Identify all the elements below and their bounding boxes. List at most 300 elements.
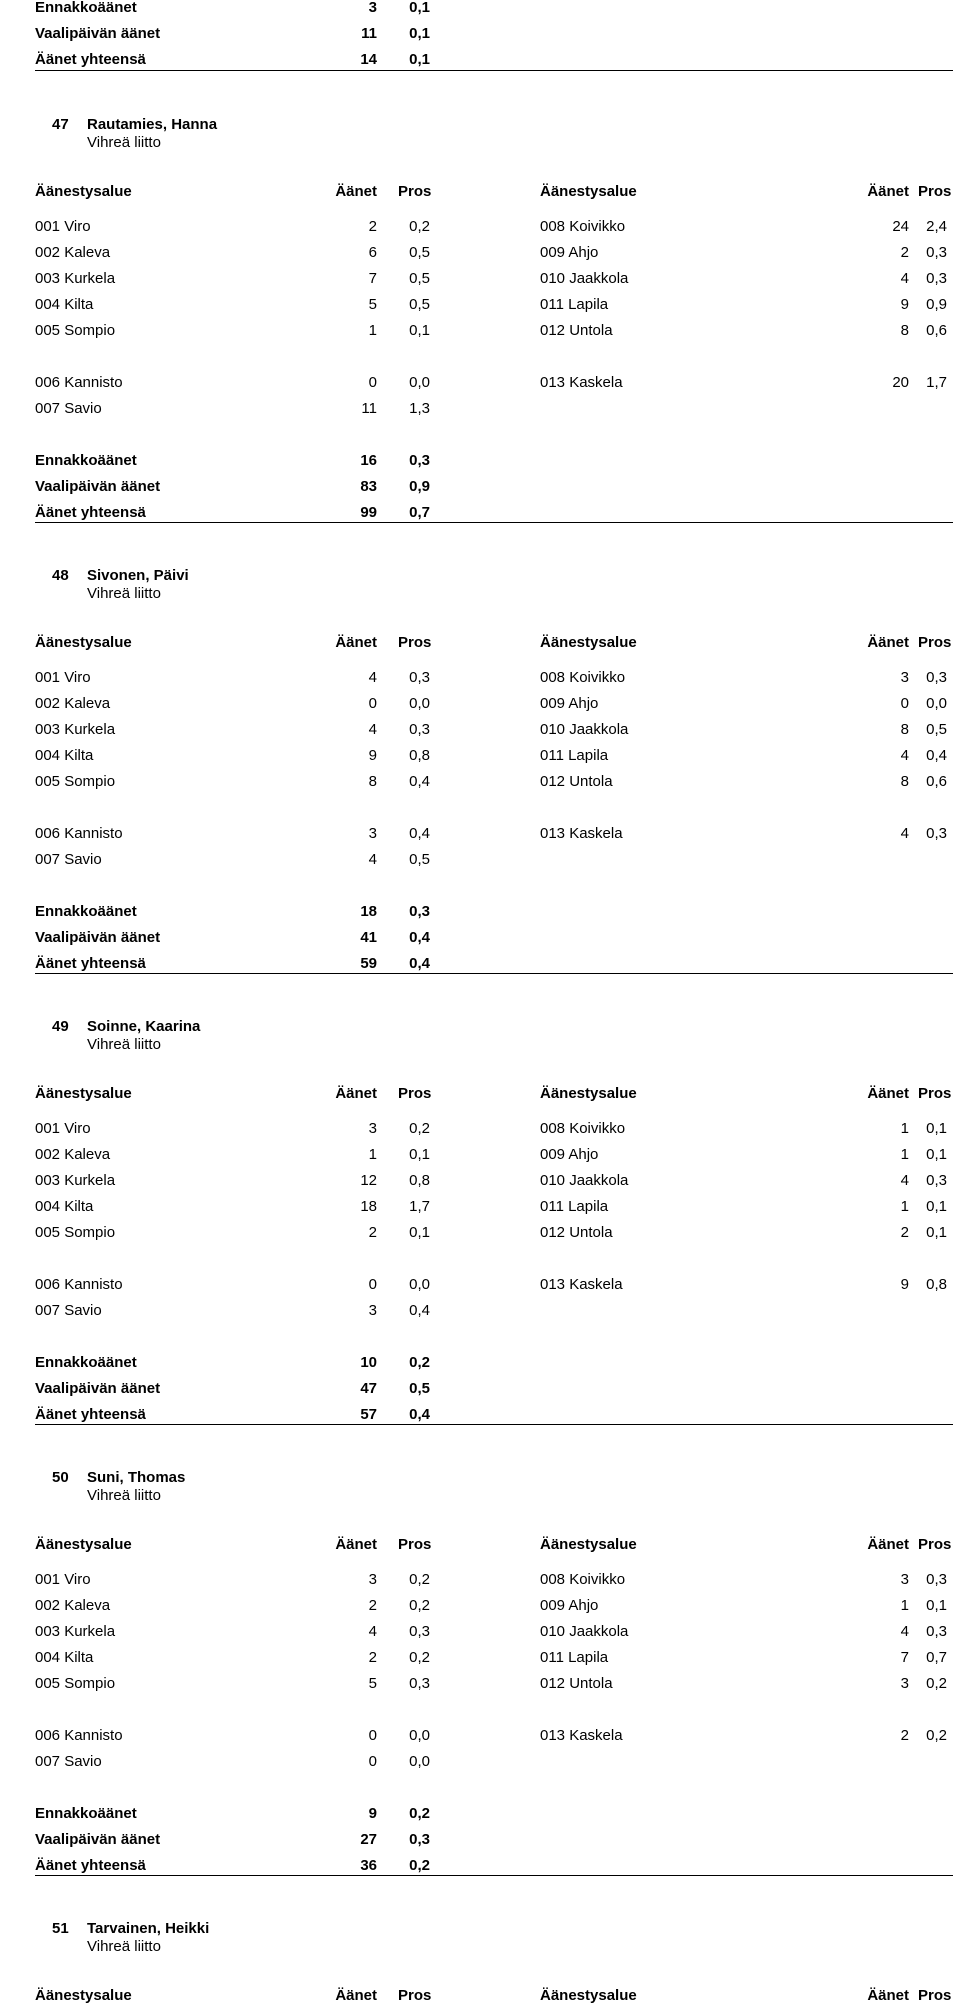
table-row bbox=[0, 1223, 960, 1243]
header-area: Äänestysalue bbox=[35, 1987, 132, 2004]
summary-label: Ennakkoäänet bbox=[35, 1805, 137, 1822]
candidate-name: Suni, Thomas bbox=[87, 1469, 186, 1486]
area-votes: 2 bbox=[368, 1649, 377, 1666]
area-name: 005 Sompio bbox=[35, 1224, 116, 1241]
area-name: 010 Jaakkola bbox=[540, 721, 629, 738]
area-name: 002 Kaleva bbox=[35, 244, 111, 261]
area-votes: 4 bbox=[900, 825, 909, 842]
summary-row bbox=[0, 503, 960, 523]
table-row bbox=[0, 269, 960, 289]
table-header bbox=[0, 1986, 960, 2006]
area-pct: 1,7 bbox=[409, 1198, 430, 1215]
area-votes: 6 bbox=[368, 244, 377, 261]
summary-pct: 0,7 bbox=[409, 504, 430, 521]
summary-pct: 0,1 bbox=[409, 51, 430, 68]
area-name: 001 Viro bbox=[35, 1120, 91, 1137]
summary-row bbox=[0, 0, 960, 18]
table-row bbox=[0, 295, 960, 315]
summary-pct: 0,4 bbox=[409, 929, 430, 946]
summary-row bbox=[0, 477, 960, 497]
header-area: Äänestysalue bbox=[35, 183, 132, 200]
header-votes: Äänet bbox=[335, 1987, 377, 2004]
area-pct: 2,4 bbox=[926, 218, 947, 235]
area-votes: 8 bbox=[900, 721, 909, 738]
area-name: 008 Koivikko bbox=[540, 669, 626, 686]
summary-row bbox=[0, 1379, 960, 1399]
area-pct: 0,7 bbox=[926, 1649, 947, 1666]
area-votes: 18 bbox=[360, 1198, 377, 1215]
summary-label: Äänet yhteensä bbox=[35, 1857, 146, 1874]
header-votes: Äänet bbox=[335, 634, 377, 651]
area-pct: 0,2 bbox=[409, 1649, 430, 1666]
area-votes: 5 bbox=[368, 296, 377, 313]
area-name: 013 Kaskela bbox=[540, 1276, 623, 1293]
header-pct: Pros bbox=[918, 634, 952, 651]
area-name: 010 Jaakkola bbox=[540, 270, 629, 287]
summary-votes: 36 bbox=[360, 1857, 377, 1874]
area-pct: 0,0 bbox=[409, 695, 430, 712]
header-votes: Äänet bbox=[867, 183, 909, 200]
summary-label: Vaalipäivän äänet bbox=[35, 1831, 161, 1848]
summary-votes: 57 bbox=[360, 1406, 377, 1423]
area-pct: 0,2 bbox=[409, 1120, 430, 1137]
candidate-title bbox=[0, 566, 960, 586]
area-votes: 4 bbox=[900, 1623, 909, 1640]
header-votes: Äänet bbox=[335, 1536, 377, 1553]
area-pct: 0,3 bbox=[926, 244, 947, 261]
area-pct: 0,1 bbox=[926, 1597, 947, 1614]
party-name: Vihreä liitto bbox=[87, 1036, 161, 1053]
area-votes: 3 bbox=[900, 1675, 909, 1692]
area-pct: 1,7 bbox=[926, 374, 947, 391]
area-votes: 2 bbox=[368, 1224, 377, 1241]
area-votes: 0 bbox=[368, 1276, 377, 1293]
header-pct: Pros bbox=[398, 183, 432, 200]
summary-votes: 41 bbox=[360, 929, 377, 946]
area-name: 012 Untola bbox=[540, 773, 613, 790]
table-row bbox=[0, 772, 960, 792]
area-name: 009 Ahjo bbox=[540, 1146, 599, 1163]
summary-label: Äänet yhteensä bbox=[35, 51, 146, 68]
header-pct: Pros bbox=[398, 634, 432, 651]
area-name: 002 Kaleva bbox=[35, 1597, 111, 1614]
table-row bbox=[0, 321, 960, 341]
area-name: 008 Koivikko bbox=[540, 1571, 626, 1588]
area-votes: 4 bbox=[900, 747, 909, 764]
area-pct: 0,4 bbox=[409, 1302, 430, 1319]
party-name: Vihreä liitto bbox=[87, 585, 161, 602]
table-row bbox=[0, 399, 960, 419]
table-row bbox=[0, 720, 960, 740]
area-pct: 0,3 bbox=[409, 721, 430, 738]
area-pct: 0,6 bbox=[926, 322, 947, 339]
area-name: 003 Kurkela bbox=[35, 721, 116, 738]
summary-votes: 99 bbox=[360, 504, 377, 521]
area-votes: 3 bbox=[368, 1571, 377, 1588]
summary-votes: 9 bbox=[368, 1805, 377, 1822]
area-votes: 5 bbox=[368, 1675, 377, 1692]
area-pct: 0,1 bbox=[926, 1224, 947, 1241]
area-pct: 0,0 bbox=[409, 1753, 430, 1770]
area-name: 003 Kurkela bbox=[35, 1172, 116, 1189]
summary-votes: 10 bbox=[360, 1354, 377, 1371]
area-name: 011 Lapila bbox=[540, 1198, 609, 1215]
area-pct: 0,6 bbox=[926, 773, 947, 790]
header-votes: Äänet bbox=[867, 634, 909, 651]
section-divider bbox=[35, 973, 953, 974]
summary-pct: 0,5 bbox=[409, 1380, 430, 1397]
area-votes: 0 bbox=[900, 695, 909, 712]
area-name: 013 Kaskela bbox=[540, 1727, 623, 1744]
area-name: 004 Kilta bbox=[35, 1649, 94, 1666]
table-header bbox=[0, 633, 960, 653]
area-name: 005 Sompio bbox=[35, 1675, 116, 1692]
area-votes: 2 bbox=[368, 218, 377, 235]
table-row bbox=[0, 694, 960, 714]
table-row bbox=[0, 1596, 960, 1616]
summary-label: Äänet yhteensä bbox=[35, 504, 146, 521]
area-name: 008 Koivikko bbox=[540, 1120, 626, 1137]
area-votes: 3 bbox=[900, 669, 909, 686]
header-pct: Pros bbox=[918, 1536, 952, 1553]
candidate-title bbox=[0, 1919, 960, 1939]
candidate-party bbox=[0, 584, 960, 604]
header-pct: Pros bbox=[398, 1536, 432, 1553]
area-pct: 0,5 bbox=[926, 721, 947, 738]
area-pct: 0,2 bbox=[409, 218, 430, 235]
candidate-title bbox=[0, 1017, 960, 1037]
area-name: 009 Ahjo bbox=[540, 244, 599, 261]
section-divider bbox=[35, 70, 953, 71]
area-votes: 1 bbox=[368, 1146, 377, 1163]
summary-label: Vaalipäivän äänet bbox=[35, 25, 161, 42]
area-pct: 0,5 bbox=[409, 244, 430, 261]
area-name: 002 Kaleva bbox=[35, 695, 111, 712]
area-name: 013 Kaskela bbox=[540, 825, 623, 842]
area-votes: 12 bbox=[360, 1172, 377, 1189]
table-header bbox=[0, 1535, 960, 1555]
summary-row bbox=[0, 1405, 960, 1425]
area-votes: 4 bbox=[368, 851, 377, 868]
area-name: 003 Kurkela bbox=[35, 270, 116, 287]
area-votes: 1 bbox=[368, 322, 377, 339]
table-row bbox=[0, 243, 960, 263]
summary-row bbox=[0, 1353, 960, 1373]
area-votes: 0 bbox=[368, 374, 377, 391]
area-name: 013 Kaskela bbox=[540, 374, 623, 391]
summary-pct: 0,4 bbox=[409, 955, 430, 972]
area-votes: 8 bbox=[368, 773, 377, 790]
summary-label: Ennakkoäänet bbox=[35, 452, 137, 469]
area-name: 011 Lapila bbox=[540, 296, 609, 313]
header-pct: Pros bbox=[398, 1085, 432, 1102]
summary-votes: 83 bbox=[360, 478, 377, 495]
area-votes: 4 bbox=[900, 1172, 909, 1189]
header-area: Äänestysalue bbox=[540, 634, 637, 651]
area-name: 001 Viro bbox=[35, 218, 91, 235]
table-row bbox=[0, 373, 960, 393]
area-votes: 2 bbox=[900, 1224, 909, 1241]
area-name: 011 Lapila bbox=[540, 1649, 609, 1666]
area-pct: 0,3 bbox=[409, 669, 430, 686]
section-divider bbox=[35, 1424, 953, 1425]
candidate-name: Rautamies, Hanna bbox=[87, 116, 218, 133]
summary-row bbox=[0, 1830, 960, 1850]
candidate-title bbox=[0, 1468, 960, 1488]
area-pct: 0,3 bbox=[926, 270, 947, 287]
header-pct: Pros bbox=[398, 1987, 432, 2004]
area-name: 009 Ahjo bbox=[540, 1597, 599, 1614]
summary-votes: 16 bbox=[360, 452, 377, 469]
area-votes: 1 bbox=[900, 1146, 909, 1163]
area-votes: 8 bbox=[900, 773, 909, 790]
summary-pct: 0,9 bbox=[409, 478, 430, 495]
summary-pct: 0,1 bbox=[409, 0, 430, 16]
area-pct: 0,2 bbox=[409, 1597, 430, 1614]
area-pct: 0,0 bbox=[409, 374, 430, 391]
summary-votes: 3 bbox=[368, 0, 377, 16]
party-name: Vihreä liitto bbox=[87, 134, 161, 151]
summary-row bbox=[0, 50, 960, 70]
area-pct: 0,4 bbox=[409, 825, 430, 842]
area-pct: 0,1 bbox=[926, 1146, 947, 1163]
area-pct: 0,3 bbox=[926, 1571, 947, 1588]
party-name: Vihreä liitto bbox=[87, 1938, 161, 1955]
header-area: Äänestysalue bbox=[540, 183, 637, 200]
area-votes: 4 bbox=[368, 721, 377, 738]
candidate-number: 48 bbox=[52, 567, 69, 584]
area-pct: 0,8 bbox=[409, 747, 430, 764]
area-name: 002 Kaleva bbox=[35, 1146, 111, 1163]
area-name: 004 Kilta bbox=[35, 1198, 94, 1215]
candidate-name: Tarvainen, Heikki bbox=[87, 1920, 210, 1937]
table-row bbox=[0, 850, 960, 870]
header-votes: Äänet bbox=[867, 1987, 909, 2004]
area-pct: 0,5 bbox=[409, 270, 430, 287]
summary-votes: 59 bbox=[360, 955, 377, 972]
area-name: 007 Savio bbox=[35, 851, 102, 868]
table-row bbox=[0, 1752, 960, 1772]
header-votes: Äänet bbox=[867, 1085, 909, 1102]
table-row bbox=[0, 746, 960, 766]
header-pct: Pros bbox=[918, 183, 952, 200]
header-pct: Pros bbox=[918, 1085, 952, 1102]
summary-pct: 0,3 bbox=[409, 452, 430, 469]
area-votes: 7 bbox=[900, 1649, 909, 1666]
area-name: 010 Jaakkola bbox=[540, 1172, 629, 1189]
summary-votes: 18 bbox=[360, 903, 377, 920]
area-pct: 0,3 bbox=[926, 1172, 947, 1189]
area-name: 011 Lapila bbox=[540, 747, 609, 764]
table-row bbox=[0, 1119, 960, 1139]
candidate-number: 47 bbox=[52, 116, 69, 133]
summary-votes: 47 bbox=[360, 1380, 377, 1397]
table-row bbox=[0, 1301, 960, 1321]
area-name: 012 Untola bbox=[540, 1224, 613, 1241]
area-votes: 3 bbox=[900, 1571, 909, 1588]
area-pct: 0,5 bbox=[409, 296, 430, 313]
area-pct: 0,3 bbox=[926, 669, 947, 686]
area-name: 005 Sompio bbox=[35, 773, 116, 790]
summary-row bbox=[0, 954, 960, 974]
area-name: 007 Savio bbox=[35, 1753, 102, 1770]
header-votes: Äänet bbox=[335, 1085, 377, 1102]
area-votes: 0 bbox=[368, 1727, 377, 1744]
area-pct: 1,3 bbox=[409, 400, 430, 417]
area-votes: 1 bbox=[900, 1198, 909, 1215]
summary-row bbox=[0, 24, 960, 44]
header-area: Äänestysalue bbox=[540, 1536, 637, 1553]
candidate-number: 51 bbox=[52, 1920, 69, 1937]
area-name: 005 Sompio bbox=[35, 322, 116, 339]
area-pct: 0,8 bbox=[409, 1172, 430, 1189]
summary-pct: 0,2 bbox=[409, 1354, 430, 1371]
table-header bbox=[0, 1084, 960, 1104]
summary-pct: 0,2 bbox=[409, 1857, 430, 1874]
area-pct: 0,5 bbox=[409, 851, 430, 868]
header-votes: Äänet bbox=[867, 1536, 909, 1553]
area-pct: 0,1 bbox=[926, 1198, 947, 1215]
area-name: 007 Savio bbox=[35, 400, 102, 417]
area-votes: 4 bbox=[900, 270, 909, 287]
area-pct: 0,0 bbox=[926, 695, 947, 712]
section-divider bbox=[35, 1875, 953, 1876]
candidate-party bbox=[0, 1937, 960, 1957]
area-votes: 9 bbox=[900, 1276, 909, 1293]
area-votes: 9 bbox=[900, 296, 909, 313]
candidate-name: Sivonen, Päivi bbox=[87, 567, 189, 584]
area-votes: 8 bbox=[900, 322, 909, 339]
area-pct: 0,3 bbox=[409, 1675, 430, 1692]
area-pct: 0,9 bbox=[926, 296, 947, 313]
summary-label: Ennakkoäänet bbox=[35, 0, 137, 16]
summary-pct: 0,1 bbox=[409, 25, 430, 42]
area-votes: 4 bbox=[368, 1623, 377, 1640]
table-row bbox=[0, 1648, 960, 1668]
candidate-party bbox=[0, 1035, 960, 1055]
area-votes: 3 bbox=[368, 825, 377, 842]
area-pct: 0,8 bbox=[926, 1276, 947, 1293]
header-pct: Pros bbox=[918, 1987, 952, 2004]
header-votes: Äänet bbox=[335, 183, 377, 200]
area-pct: 0,4 bbox=[926, 747, 947, 764]
area-name: 003 Kurkela bbox=[35, 1623, 116, 1640]
summary-label: Vaalipäivän äänet bbox=[35, 478, 161, 495]
area-name: 006 Kannisto bbox=[35, 825, 123, 842]
table-row bbox=[0, 1275, 960, 1295]
area-votes: 0 bbox=[368, 1753, 377, 1770]
area-pct: 0,1 bbox=[409, 1224, 430, 1241]
header-area: Äänestysalue bbox=[35, 634, 132, 651]
candidate-title bbox=[0, 115, 960, 135]
summary-label: Äänet yhteensä bbox=[35, 955, 146, 972]
summary-votes: 14 bbox=[360, 51, 377, 68]
area-name: 012 Untola bbox=[540, 322, 613, 339]
area-votes: 24 bbox=[892, 218, 909, 235]
area-votes: 2 bbox=[900, 244, 909, 261]
area-name: 004 Kilta bbox=[35, 747, 94, 764]
table-row bbox=[0, 1197, 960, 1217]
area-votes: 2 bbox=[900, 1727, 909, 1744]
area-votes: 2 bbox=[368, 1597, 377, 1614]
candidate-number: 49 bbox=[52, 1018, 69, 1035]
table-row bbox=[0, 1726, 960, 1746]
summary-row bbox=[0, 928, 960, 948]
candidate-name: Soinne, Kaarina bbox=[87, 1018, 201, 1035]
header-area: Äänestysalue bbox=[540, 1085, 637, 1102]
summary-pct: 0,3 bbox=[409, 1831, 430, 1848]
header-area: Äänestysalue bbox=[35, 1536, 132, 1553]
area-name: 006 Kannisto bbox=[35, 374, 123, 391]
summary-pct: 0,3 bbox=[409, 903, 430, 920]
table-row bbox=[0, 1145, 960, 1165]
area-name: 006 Kannisto bbox=[35, 1727, 123, 1744]
area-votes: 0 bbox=[368, 695, 377, 712]
summary-row bbox=[0, 1856, 960, 1876]
header-area: Äänestysalue bbox=[35, 1085, 132, 1102]
area-votes: 1 bbox=[900, 1120, 909, 1137]
area-name: 009 Ahjo bbox=[540, 695, 599, 712]
area-pct: 0,3 bbox=[409, 1623, 430, 1640]
summary-pct: 0,2 bbox=[409, 1805, 430, 1822]
table-row bbox=[0, 1171, 960, 1191]
area-votes: 3 bbox=[368, 1302, 377, 1319]
area-pct: 0,1 bbox=[926, 1120, 947, 1137]
table-row bbox=[0, 1622, 960, 1642]
area-pct: 0,1 bbox=[409, 322, 430, 339]
area-pct: 0,0 bbox=[409, 1727, 430, 1744]
summary-label: Vaalipäivän äänet bbox=[35, 1380, 161, 1397]
summary-pct: 0,4 bbox=[409, 1406, 430, 1423]
area-pct: 0,2 bbox=[926, 1675, 947, 1692]
area-pct: 0,3 bbox=[926, 1623, 947, 1640]
area-pct: 0,3 bbox=[926, 825, 947, 842]
summary-row bbox=[0, 451, 960, 471]
area-pct: 0,2 bbox=[409, 1571, 430, 1588]
table-row bbox=[0, 1674, 960, 1694]
table-header bbox=[0, 182, 960, 202]
area-votes: 20 bbox=[892, 374, 909, 391]
area-pct: 0,4 bbox=[409, 773, 430, 790]
header-area: Äänestysalue bbox=[540, 1987, 637, 2004]
candidate-party bbox=[0, 133, 960, 153]
area-votes: 11 bbox=[361, 400, 377, 417]
table-row bbox=[0, 217, 960, 237]
summary-label: Ennakkoäänet bbox=[35, 903, 137, 920]
table-row bbox=[0, 824, 960, 844]
area-pct: 0,2 bbox=[926, 1727, 947, 1744]
area-name: 012 Untola bbox=[540, 1675, 613, 1692]
summary-label: Vaalipäivän äänet bbox=[35, 929, 161, 946]
area-name: 010 Jaakkola bbox=[540, 1623, 629, 1640]
area-pct: 0,0 bbox=[409, 1276, 430, 1293]
party-name: Vihreä liitto bbox=[87, 1487, 161, 1504]
area-votes: 4 bbox=[368, 669, 377, 686]
area-name: 004 Kilta bbox=[35, 296, 94, 313]
area-name: 006 Kannisto bbox=[35, 1276, 123, 1293]
area-name: 001 Viro bbox=[35, 669, 91, 686]
summary-votes: 27 bbox=[360, 1831, 377, 1848]
table-row bbox=[0, 1570, 960, 1590]
table-row bbox=[0, 668, 960, 688]
area-votes: 1 bbox=[900, 1597, 909, 1614]
summary-label: Äänet yhteensä bbox=[35, 1406, 146, 1423]
summary-row bbox=[0, 1804, 960, 1824]
area-votes: 7 bbox=[368, 270, 377, 287]
summary-row bbox=[0, 902, 960, 922]
area-votes: 3 bbox=[368, 1120, 377, 1137]
candidate-party bbox=[0, 1486, 960, 1506]
